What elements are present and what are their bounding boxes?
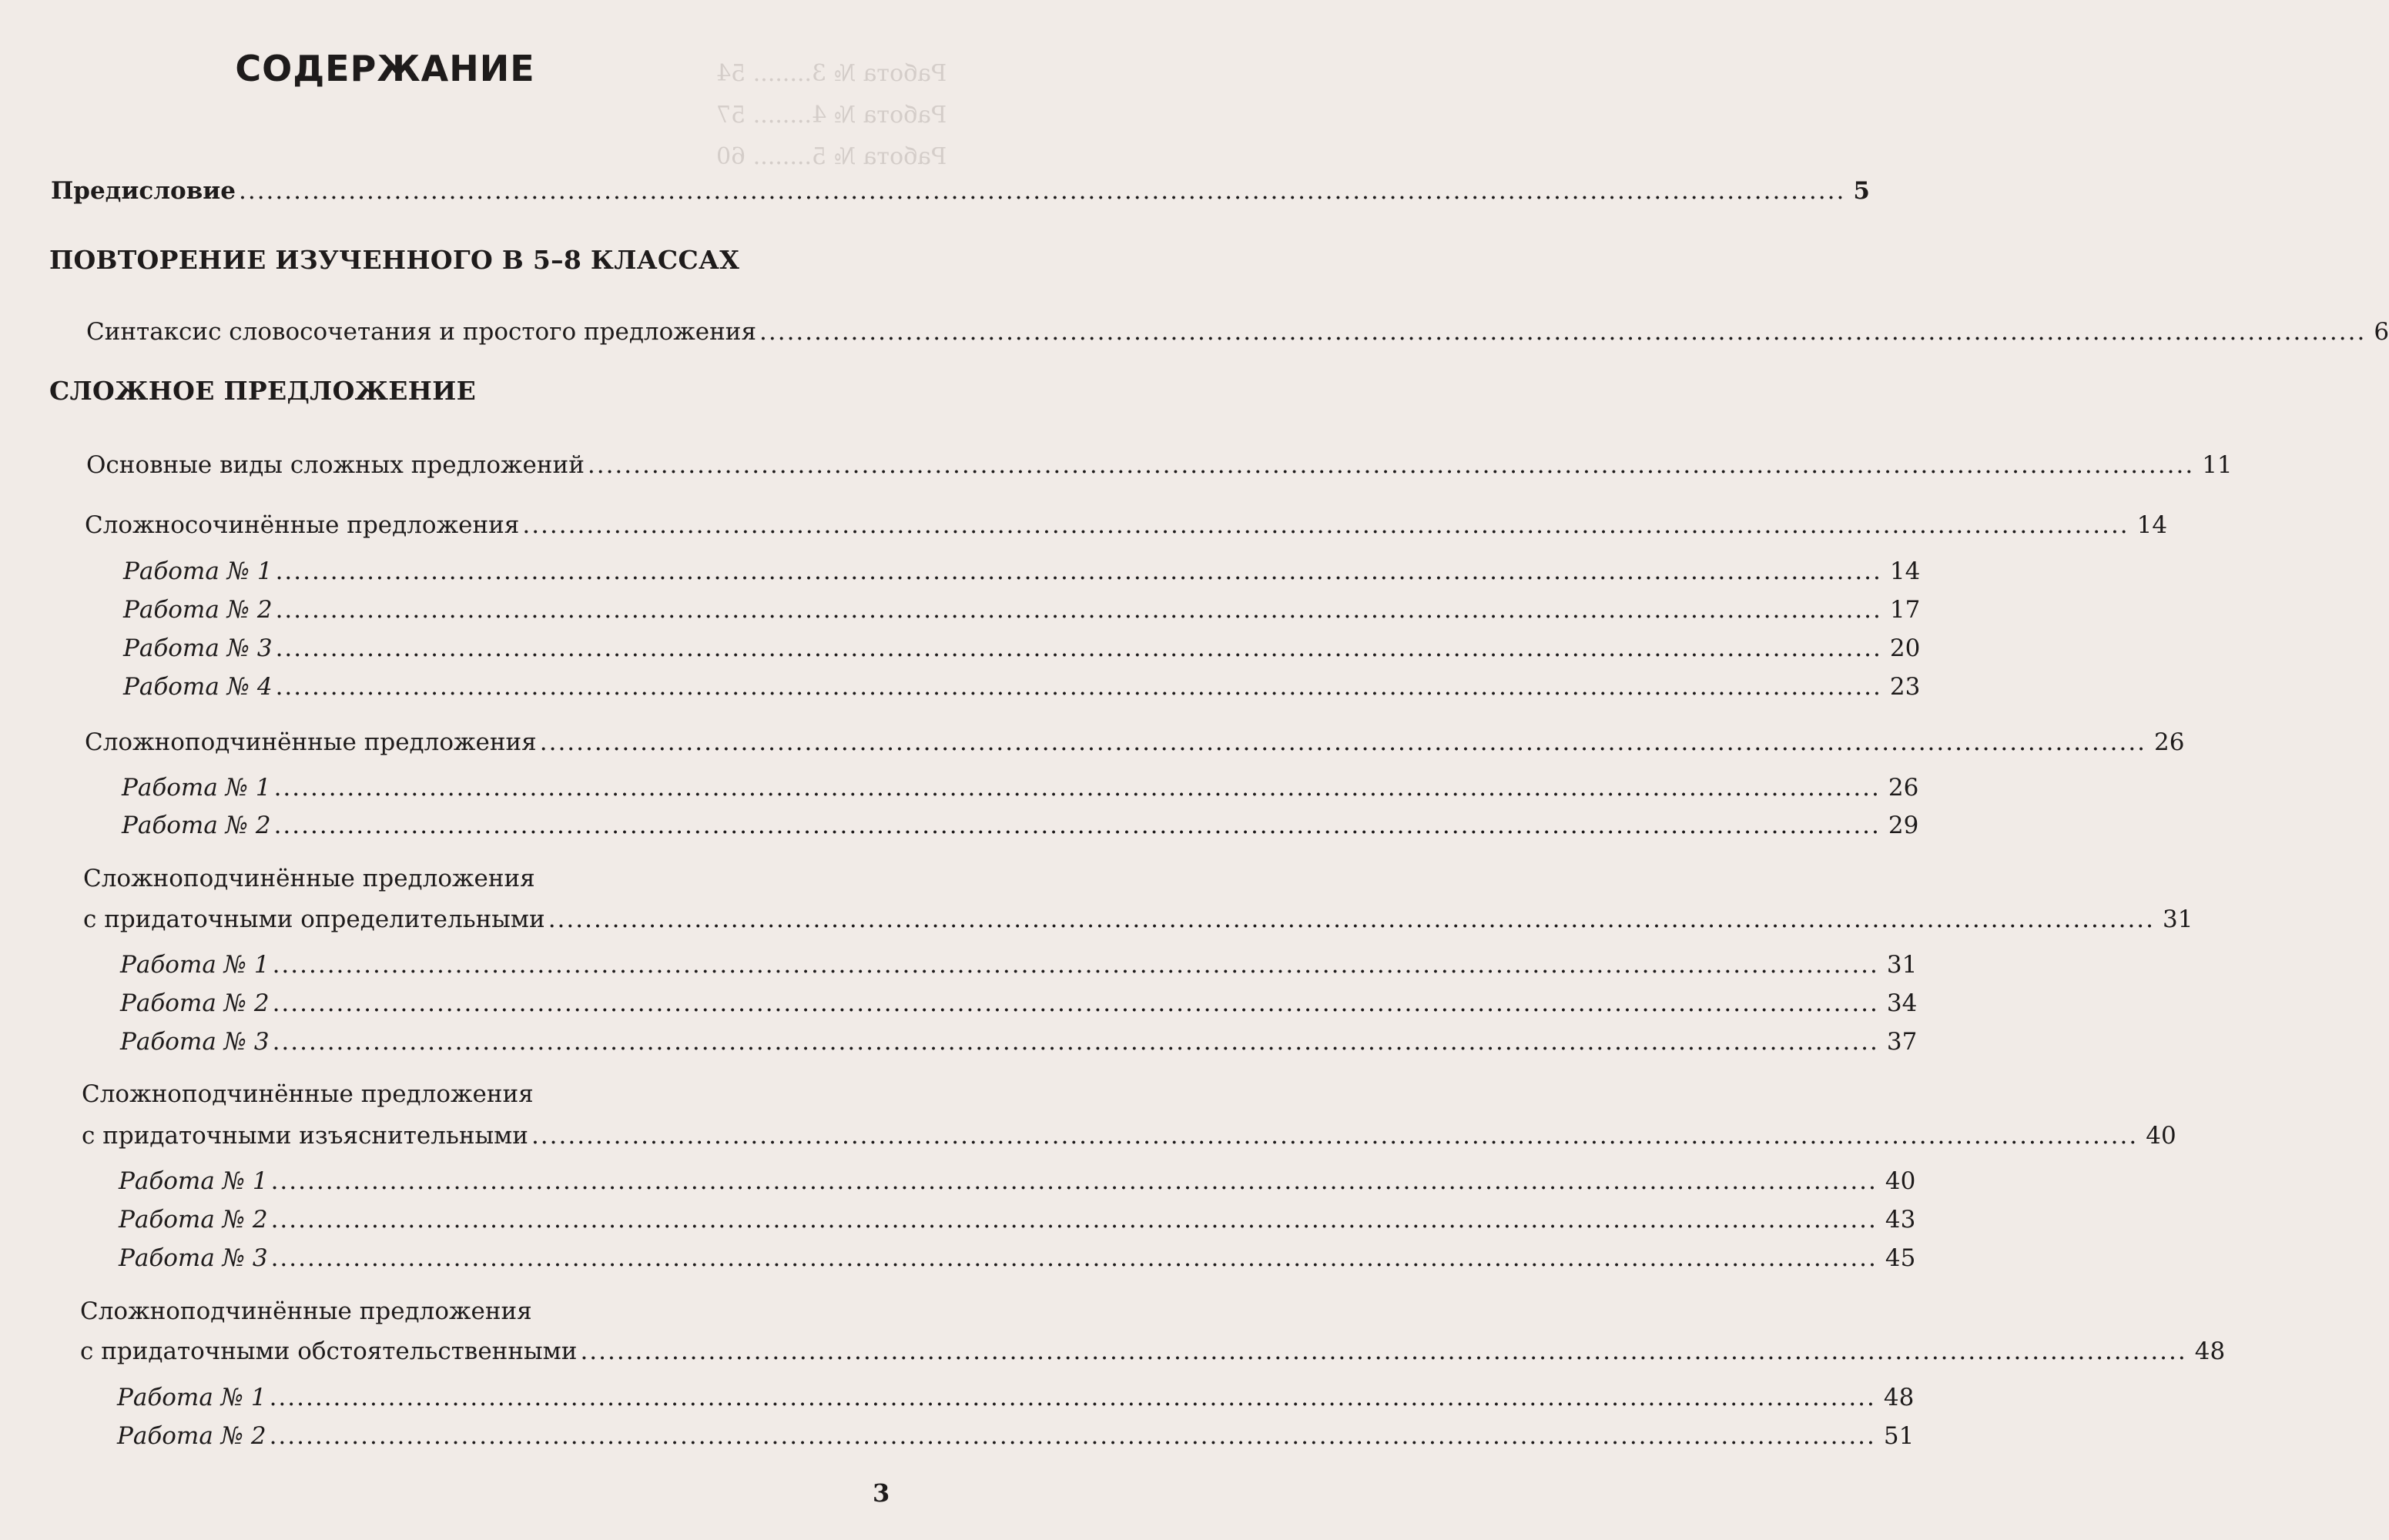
toc-page-number: 20 [1889,634,1921,662]
toc-entry-label: Основные виды сложных предложений [86,451,585,479]
leader-dots: ................................................................................................................................................................................ [275,673,1882,701]
toc-subentry [122,772,1919,803]
leader-dots: ................................................................................................................................................................................ [539,728,2147,756]
leader-dots: ................................................................................................................................................................................ [522,511,2129,539]
leader-dots: ................................................................................................................................................................................ [272,951,1879,979]
leader-dots: ................................................................................................................................................................................ [587,451,2195,479]
toc-page-number: 43 [1885,1206,1916,1234]
toc-entry-label: Работа № 2 [119,1206,268,1234]
toc-entry-label: Работа № 1 [119,1167,268,1195]
toc-subentry [119,1204,1916,1235]
toc-entry-label: Работа № 2 [122,812,271,839]
page-number: 3 [873,1478,890,1508]
leader-dots: ................................................................................................................................................................................ [269,1422,1876,1450]
toc-page-number: 45 [1885,1244,1916,1272]
toc-entry-label: с придаточными изъяснительными [82,1122,528,1150]
toc-subentry [122,810,1919,841]
leader-dots: ................................................................................................................................................................................ [269,1384,1876,1411]
leader-dots: ................................................................................................................................................................................ [270,1206,1878,1234]
toc-page-number: 48 [2194,1337,2226,1365]
toc-page-number: 31 [2163,906,2193,933]
toc-page-number: 11 [2202,451,2233,479]
toc-page-number: 48 [1883,1384,1915,1411]
leader-dots: ................................................................................................................................................................................ [275,557,1882,585]
toc-entry-adverbial [80,1336,2226,1367]
toc-subentry [123,556,1921,587]
toc-subentry [123,633,1921,664]
toc-page-number: 23 [1889,673,1921,701]
toc-entry-label: Работа № 1 [122,774,271,802]
show-through-text: Работа № 5........ 60 [716,143,947,170]
toc-entry-compound [85,510,2168,541]
toc-subentry [120,1026,1918,1057]
toc-page-number: 37 [1886,1028,1918,1056]
toc-subentry [119,1243,1916,1274]
toc-entry-explanatory [82,1120,2176,1151]
toc-entry-label: Работа № 2 [123,596,273,624]
toc-page-number: 17 [1889,596,1921,624]
toc-entry-label: Работа № 4 [123,673,273,701]
toc-entry-label: с придаточными определительными [83,906,545,933]
toc-entry-label: Работа № 1 [123,557,273,585]
toc-entry-label: Сложноподчинённые предложения [85,728,537,756]
toc-entry-label: с придаточными обстоятельственными [80,1337,578,1365]
toc-entry-label: Предисловие [51,177,236,205]
toc-entry-label: Сложносочинённые предложения [85,511,520,539]
leader-dots: ................................................................................................................................................................................ [275,634,1882,662]
toc-entry-syntax [86,316,2389,347]
show-through-text: Работа № 3........ 54 [716,60,947,87]
toc-page-number: 31 [1886,951,1918,979]
toc-entry-label: Работа № 1 [120,951,270,979]
toc-entry-attributive-line1: Сложноподчинённые предложения [83,865,535,892]
toc-entry-adverbial-line1: Сложноподчинённые предложения [80,1297,532,1325]
toc-page-number: 29 [1888,812,1919,839]
leader-dots: ................................................................................................................................................................................ [548,906,2156,933]
section-heading-complex-sentence: СЛОЖНОЕ ПРЕДЛОЖЕНИЕ [49,376,477,406]
toc-page-number: 14 [2136,511,2168,539]
leader-dots: ................................................................................................................................................................................ [270,1244,1878,1272]
toc-entry-explanatory-line1: Сложноподчинённые предложения [82,1080,534,1108]
toc-entry-label: Синтаксис словосочетания и простого предложения [86,318,757,346]
toc-page-number: 5 [1853,177,1870,205]
toc-entry-complex [85,727,2185,758]
toc-entry-attributive [83,904,2193,935]
leader-dots: ................................................................................................................................................................................ [272,1028,1879,1056]
toc-subentry [119,1166,1916,1197]
show-through-text: Работа № 4........ 57 [716,102,947,129]
leader-dots: ................................................................................................................................................................................ [272,989,1879,1017]
leader-dots: ................................................................................................................................................................................ [580,1337,2187,1365]
toc-entry-label: Работа № 2 [120,989,270,1017]
toc-entry-label: Работа № 3 [120,1028,270,1056]
toc-page-number: 6 [2374,318,2389,346]
leader-dots: ................................................................................................................................................................................ [270,1167,1878,1195]
toc-entry-label: Работа № 1 [117,1384,266,1411]
leader-dots: ................................................................................................................................................................................ [239,177,1846,205]
toc-subentry [123,594,1921,625]
toc-page-number: 14 [1889,557,1921,585]
leader-dots: ................................................................................................................................................................................ [531,1122,2139,1150]
toc-subentry [123,671,1921,702]
toc-subentry [117,1382,1915,1413]
toc-page-number: 40 [1885,1167,1916,1195]
toc-page-number: 26 [2154,728,2185,756]
toc-entry-preface [51,176,1870,206]
toc-entry-basic-types [86,450,2233,480]
toc-page-number: 40 [2146,1122,2176,1150]
toc-page-number: 51 [1883,1422,1915,1450]
toc-entry-label: Работа № 2 [117,1422,266,1450]
toc-subentry [117,1421,1915,1451]
leader-dots: ................................................................................................................................................................................ [273,774,1881,802]
toc-subentry [120,988,1918,1019]
page-title: СОДЕРЖАНИЕ [235,48,535,89]
toc-entry-label: Работа № 3 [119,1244,268,1272]
toc-subentry [120,949,1918,980]
leader-dots: ................................................................................................................................................................................ [759,318,2367,346]
toc-page-number: 34 [1886,989,1918,1017]
toc-page-number: 26 [1888,774,1919,802]
leader-dots: ................................................................................................................................................................................ [273,812,1881,839]
section-heading-review: ПОВТОРЕНИЕ ИЗУЧЕННОГО В 5–8 КЛАССАХ [49,245,740,275]
toc-entry-label: Работа № 3 [123,634,273,662]
leader-dots: ................................................................................................................................................................................ [275,596,1882,624]
